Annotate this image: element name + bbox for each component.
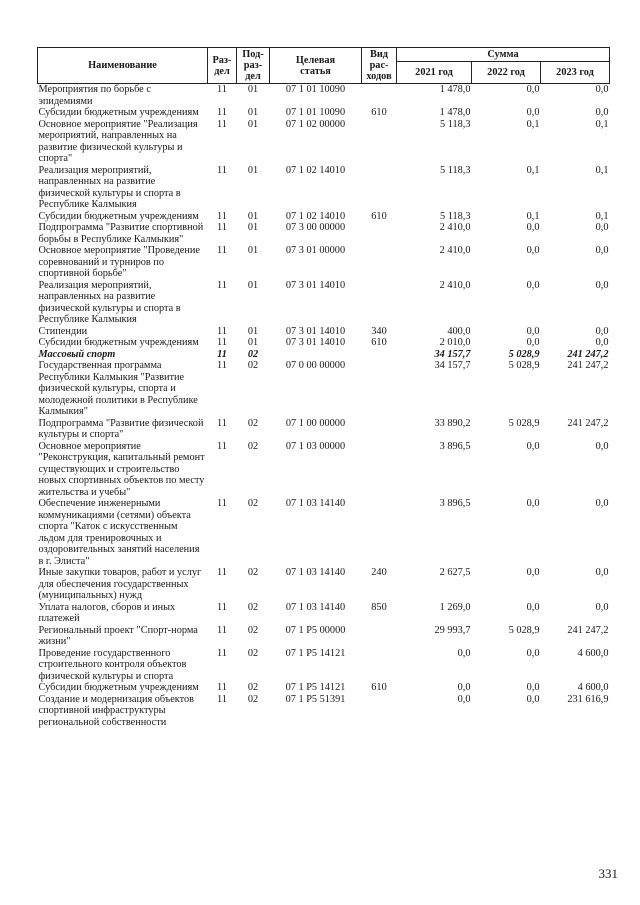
cell-sum-2021: 0,0 bbox=[457, 682, 471, 693]
cell-sum-2022: 0,1 bbox=[526, 164, 540, 176]
cell-name: Основное мероприятие "Реконструкция, капитальный ремонт существующих и строительство новых спортивных объектов по месту жительства и учебы" bbox=[38, 440, 205, 498]
cell-sum-2022: 0,0 bbox=[526, 647, 540, 659]
cell-sum-2022: 0,0 bbox=[526, 498, 540, 509]
cell-sum-2023: 0,0 bbox=[595, 498, 609, 509]
table-row bbox=[38, 602, 610, 625]
cell-sum-2023: 241 247,2 bbox=[567, 624, 609, 636]
cell-razdel: 11 bbox=[217, 567, 227, 578]
header-target bbox=[270, 48, 362, 84]
cell-target: 07 1 03 14140 bbox=[285, 498, 346, 509]
cell-podrazdel: 01 bbox=[247, 84, 259, 95]
cell-target: 07 1 02 14010 bbox=[285, 164, 346, 176]
cell-sum-2021: 2 410,0 bbox=[439, 279, 471, 291]
cell-name: Массовый спорт bbox=[38, 348, 116, 360]
cell-sum-2021: 29 993,7 bbox=[434, 624, 471, 636]
header-name: Наименование bbox=[38, 48, 208, 84]
cell-vid bbox=[362, 280, 397, 326]
cell-name: Реализация мероприятий, направленных на развитие физической культуры и спорта в Республике Калмыкия bbox=[38, 279, 181, 325]
cell-sum-2021: 5 118,3 bbox=[439, 164, 471, 176]
table-row bbox=[38, 567, 610, 602]
cell-vid bbox=[362, 222, 397, 245]
table-row bbox=[38, 682, 610, 694]
cell-sum-2021: 34 157,7 bbox=[434, 348, 471, 360]
cell-vid: 610 bbox=[371, 337, 387, 348]
header-sum: Сумма bbox=[397, 48, 610, 62]
cell-sum-2021: 0,0 bbox=[457, 693, 471, 705]
cell-sum-2021: 3 896,5 bbox=[439, 498, 471, 509]
cell-sum-2022: 0,1 bbox=[526, 118, 540, 130]
cell-target: 07 3 01 00000 bbox=[285, 245, 346, 256]
cell-podrazdel: 02 bbox=[247, 601, 259, 613]
cell-vid bbox=[362, 694, 397, 729]
cell-sum-2021: 5 118,3 bbox=[439, 210, 471, 222]
cell-name: Проведение государственного строительного контроля объектов физической культуры и спорта bbox=[38, 647, 187, 682]
table-row bbox=[38, 107, 610, 119]
cell-podrazdel: 02 bbox=[247, 417, 259, 429]
cell-sum-2022: 0,0 bbox=[526, 107, 540, 118]
cell-name: Основное мероприятие "Проведение соревнований и турниров по спортивной борьбе" bbox=[38, 245, 200, 279]
cell-name: Реализация мероприятий, направленных на развитие физической культуры и спорта в Республике Калмыкия bbox=[38, 164, 181, 210]
cell-razdel: 11 bbox=[217, 164, 227, 176]
table-row bbox=[38, 648, 610, 683]
header-razdel bbox=[208, 48, 237, 84]
header-year-2021: 2021 год bbox=[397, 62, 472, 84]
cell-vid bbox=[362, 245, 397, 280]
cell-sum-2023: 0,0 bbox=[595, 601, 609, 613]
cell-vid bbox=[362, 498, 397, 567]
cell-sum-2023: 241 247,2 bbox=[567, 417, 609, 429]
cell-target: 07 3 01 14010 bbox=[285, 325, 346, 337]
cell-podrazdel: 01 bbox=[247, 210, 259, 222]
cell-vid: 240 bbox=[371, 567, 387, 578]
cell-podrazdel: 02 bbox=[247, 440, 259, 452]
cell-sum-2021: 2 010,0 bbox=[439, 337, 471, 348]
cell-sum-2023: 0,0 bbox=[595, 440, 609, 452]
cell-vid: 850 bbox=[371, 601, 387, 613]
cell-sum-2023: 0,0 bbox=[595, 337, 609, 348]
cell-sum-2023: 4 600,0 bbox=[577, 682, 609, 693]
cell-name: Иные закупки товаров, работ и услуг для обеспечения государственных (муниципальных) нужд bbox=[38, 567, 202, 601]
cell-sum-2022: 5 028,9 bbox=[508, 417, 540, 429]
cell-sum-2021: 0,0 bbox=[457, 647, 471, 659]
cell-vid bbox=[362, 441, 397, 499]
cell-sum-2023: 4 600,0 bbox=[577, 647, 609, 659]
table-row bbox=[38, 165, 610, 211]
cell-sum-2021: 2 410,0 bbox=[439, 245, 471, 256]
cell-sum-2023: 241 247,2 bbox=[567, 348, 609, 360]
cell-razdel: 11 bbox=[217, 348, 227, 360]
cell-sum-2023: 0,0 bbox=[595, 84, 609, 95]
cell-name: Подпрограмма "Развитие спортивной борьбы в Республике Калмыкия" bbox=[38, 222, 204, 245]
cell-podrazdel: 02 bbox=[247, 624, 259, 636]
cell-sum-2021: 33 890,2 bbox=[434, 417, 471, 429]
cell-target: 07 1 01 10090 bbox=[285, 107, 346, 118]
cell-name: Мероприятия по борьбе с эпидемиями bbox=[38, 84, 151, 107]
cell-name: Государственная программа Республики Калмыкия "Развитие физической культуры, спорта и молодежной политики в Республике Калмыкия" bbox=[38, 360, 198, 417]
header-vid bbox=[362, 48, 397, 84]
cell-razdel: 11 bbox=[217, 417, 227, 429]
page-number: 331 bbox=[598, 866, 618, 881]
cell-sum-2021: 400,0 bbox=[447, 325, 471, 337]
cell-razdel: 11 bbox=[217, 107, 227, 118]
table-row bbox=[38, 245, 610, 280]
cell-sum-2021: 2 627,5 bbox=[439, 567, 471, 578]
cell-podrazdel: 02 bbox=[247, 360, 259, 371]
cell-target: 07 1 P5 00000 bbox=[285, 624, 346, 636]
cell-sum-2023: 0,0 bbox=[595, 245, 609, 256]
cell-sum-2022: 5 028,9 bbox=[508, 360, 540, 371]
cell-sum-2022: 0,0 bbox=[526, 279, 540, 291]
header-podrazdel bbox=[237, 48, 270, 84]
cell-razdel: 11 bbox=[217, 84, 227, 95]
cell-razdel: 11 bbox=[217, 279, 227, 291]
table-row bbox=[38, 119, 610, 165]
header-year-2022: 2022 год bbox=[472, 62, 541, 84]
cell-sum-2023: 0,0 bbox=[595, 567, 609, 578]
cell-sum-2023: 241 247,2 bbox=[567, 360, 609, 371]
cell-podrazdel: 02 bbox=[247, 348, 259, 360]
cell-razdel: 11 bbox=[217, 337, 227, 348]
cell-razdel: 11 bbox=[217, 601, 227, 613]
cell-sum-2022: 0,1 bbox=[526, 210, 540, 222]
cell-podrazdel: 01 bbox=[247, 107, 259, 118]
table-row bbox=[38, 418, 610, 441]
cell-name: Региональный проект "Спорт-норма жизни" bbox=[38, 624, 198, 647]
cell-sum-2022: 0,0 bbox=[526, 84, 540, 95]
cell-name: Субсидии бюджетным учреждениям bbox=[38, 107, 199, 118]
cell-name: Создание и модернизация объектов спортивной инфраструктуры региональной собственности bbox=[38, 693, 195, 728]
table-row bbox=[38, 441, 610, 499]
cell-sum-2023: 0,0 bbox=[595, 279, 609, 291]
cell-vid: 610 bbox=[371, 682, 387, 693]
cell-sum-2023: 0,0 bbox=[595, 325, 609, 337]
cell-target: 07 1 03 00000 bbox=[285, 440, 346, 452]
cell-razdel: 11 bbox=[217, 210, 227, 222]
table-row bbox=[38, 337, 610, 349]
cell-vid bbox=[362, 648, 397, 683]
cell-target: 07 1 03 14140 bbox=[285, 601, 346, 613]
table-row bbox=[38, 280, 610, 326]
cell-sum-2022: 5 028,9 bbox=[508, 348, 540, 360]
cell-podrazdel: 01 bbox=[247, 164, 259, 176]
cell-razdel: 11 bbox=[217, 693, 227, 705]
table-row bbox=[38, 625, 610, 648]
table-row bbox=[38, 349, 610, 361]
cell-sum-2023: 0,1 bbox=[595, 210, 609, 222]
cell-podrazdel: 02 bbox=[247, 647, 259, 659]
cell-sum-2022: 0,0 bbox=[526, 440, 540, 452]
cell-target: 07 1 02 14010 bbox=[285, 210, 346, 222]
header-podrazdel-text: Под- раз- дел bbox=[242, 49, 264, 82]
cell-sum-2022: 0,0 bbox=[526, 682, 540, 693]
cell-sum-2022: 0,0 bbox=[526, 325, 540, 337]
cell-sum-2022: 0,0 bbox=[526, 567, 540, 578]
cell-podrazdel: 01 bbox=[247, 118, 259, 130]
cell-name: Стипендии bbox=[38, 325, 88, 337]
cell-podrazdel: 02 bbox=[247, 567, 259, 578]
cell-vid bbox=[362, 165, 397, 211]
cell-podrazdel: 01 bbox=[247, 222, 259, 233]
cell-name: Подпрограмма "Развитие физической культуры и спорта" bbox=[38, 417, 204, 440]
cell-razdel: 11 bbox=[217, 118, 227, 130]
cell-target: 07 3 01 14010 bbox=[285, 279, 346, 291]
cell-sum-2023: 0,0 bbox=[595, 107, 609, 118]
table-row bbox=[38, 222, 610, 245]
cell-sum-2022: 0,0 bbox=[526, 601, 540, 613]
cell-podrazdel: 02 bbox=[247, 682, 259, 693]
cell-vid bbox=[362, 119, 397, 165]
header-vid-text: Вид рас- ходов bbox=[366, 49, 392, 82]
header-razdel-text: Раз- дел bbox=[212, 54, 232, 77]
table-row bbox=[38, 84, 610, 108]
cell-vid bbox=[362, 418, 397, 441]
cell-vid bbox=[362, 349, 397, 361]
cell-razdel: 11 bbox=[217, 325, 227, 337]
cell-sum-2021: 34 157,7 bbox=[434, 360, 471, 371]
cell-vid: 340 bbox=[371, 325, 387, 337]
cell-target: 07 1 00 00000 bbox=[285, 417, 346, 429]
cell-razdel: 11 bbox=[217, 245, 227, 256]
cell-sum-2021: 5 118,3 bbox=[439, 118, 471, 130]
cell-podrazdel: 01 bbox=[247, 337, 259, 348]
cell-target: 07 1 P5 14121 bbox=[285, 682, 346, 693]
cell-podrazdel: 01 bbox=[247, 325, 259, 337]
cell-target: 07 0 00 00000 bbox=[285, 360, 346, 371]
cell-vid: 610 bbox=[371, 107, 387, 118]
cell-target: 07 3 00 00000 bbox=[285, 222, 346, 233]
cell-sum-2023: 0,1 bbox=[595, 118, 609, 130]
cell-razdel: 11 bbox=[217, 360, 227, 371]
cell-sum-2023: 231 616,9 bbox=[567, 693, 609, 705]
cell-podrazdel: 02 bbox=[247, 693, 259, 705]
cell-target: 07 1 03 14140 bbox=[285, 567, 346, 578]
cell-vid bbox=[362, 360, 397, 418]
cell-sum-2021: 1 478,0 bbox=[439, 84, 471, 95]
cell-sum-2023: 0,1 bbox=[595, 164, 609, 176]
table-row bbox=[38, 360, 610, 418]
cell-podrazdel: 01 bbox=[247, 245, 259, 256]
table-body bbox=[38, 84, 610, 729]
cell-sum-2022: 0,0 bbox=[526, 337, 540, 348]
cell-razdel: 11 bbox=[217, 624, 227, 636]
cell-podrazdel: 01 bbox=[247, 279, 259, 291]
cell-target: 07 1 P5 14121 bbox=[285, 647, 346, 659]
cell-sum-2021: 1 478,0 bbox=[439, 107, 471, 118]
cell-sum-2022: 0,0 bbox=[526, 222, 540, 233]
cell-podrazdel: 02 bbox=[247, 498, 259, 509]
cell-sum-2022: 0,0 bbox=[526, 693, 540, 705]
budget-table bbox=[37, 47, 610, 728]
table-row bbox=[38, 498, 610, 567]
cell-name: Уплата налогов, сборов и иных платежей bbox=[38, 601, 176, 624]
table-header bbox=[38, 48, 610, 84]
cell-target: 07 1 01 10090 bbox=[285, 84, 346, 95]
cell-target bbox=[270, 349, 362, 361]
header-target-text: Целевая статья bbox=[295, 54, 336, 77]
cell-sum-2022: 0,0 bbox=[526, 245, 540, 256]
cell-name: Субсидии бюджетным учреждениям bbox=[38, 210, 199, 222]
cell-name: Обеспечение инженерными коммуникациями (сетями) объекта спорта "Каток с искусственным льдом для тренировочных и оздоровительных занятий населения в г. Элиста" bbox=[38, 498, 200, 567]
cell-razdel: 11 bbox=[217, 682, 227, 693]
table-row bbox=[38, 694, 610, 729]
cell-sum-2021: 1 269,0 bbox=[439, 601, 471, 613]
cell-razdel: 11 bbox=[217, 222, 227, 233]
cell-razdel: 11 bbox=[217, 440, 227, 452]
cell-sum-2022: 5 028,9 bbox=[508, 624, 540, 636]
table-row bbox=[38, 211, 610, 223]
cell-name: Субсидии бюджетным учреждениям bbox=[38, 682, 199, 693]
cell-name: Субсидии бюджетным учреждениям bbox=[38, 337, 199, 348]
cell-sum-2021: 2 410,0 bbox=[439, 222, 471, 233]
cell-target: 07 3 01 14010 bbox=[285, 337, 346, 348]
cell-vid: 610 bbox=[371, 210, 387, 222]
cell-vid bbox=[362, 84, 397, 108]
cell-sum-2021: 3 896,5 bbox=[439, 440, 471, 452]
cell-razdel: 11 bbox=[217, 647, 227, 659]
cell-vid bbox=[362, 625, 397, 648]
cell-target: 07 1 02 00000 bbox=[285, 118, 346, 130]
cell-name: Основное мероприятие "Реализация мероприятий, направленных на развитие физической культуры и спорта" bbox=[38, 118, 198, 164]
cell-razdel: 11 bbox=[217, 498, 227, 509]
header-year-2023: 2023 год bbox=[541, 62, 610, 84]
cell-sum-2023: 0,0 bbox=[595, 222, 609, 233]
cell-target: 07 1 P5 51391 bbox=[285, 693, 346, 705]
table-row bbox=[38, 326, 610, 338]
